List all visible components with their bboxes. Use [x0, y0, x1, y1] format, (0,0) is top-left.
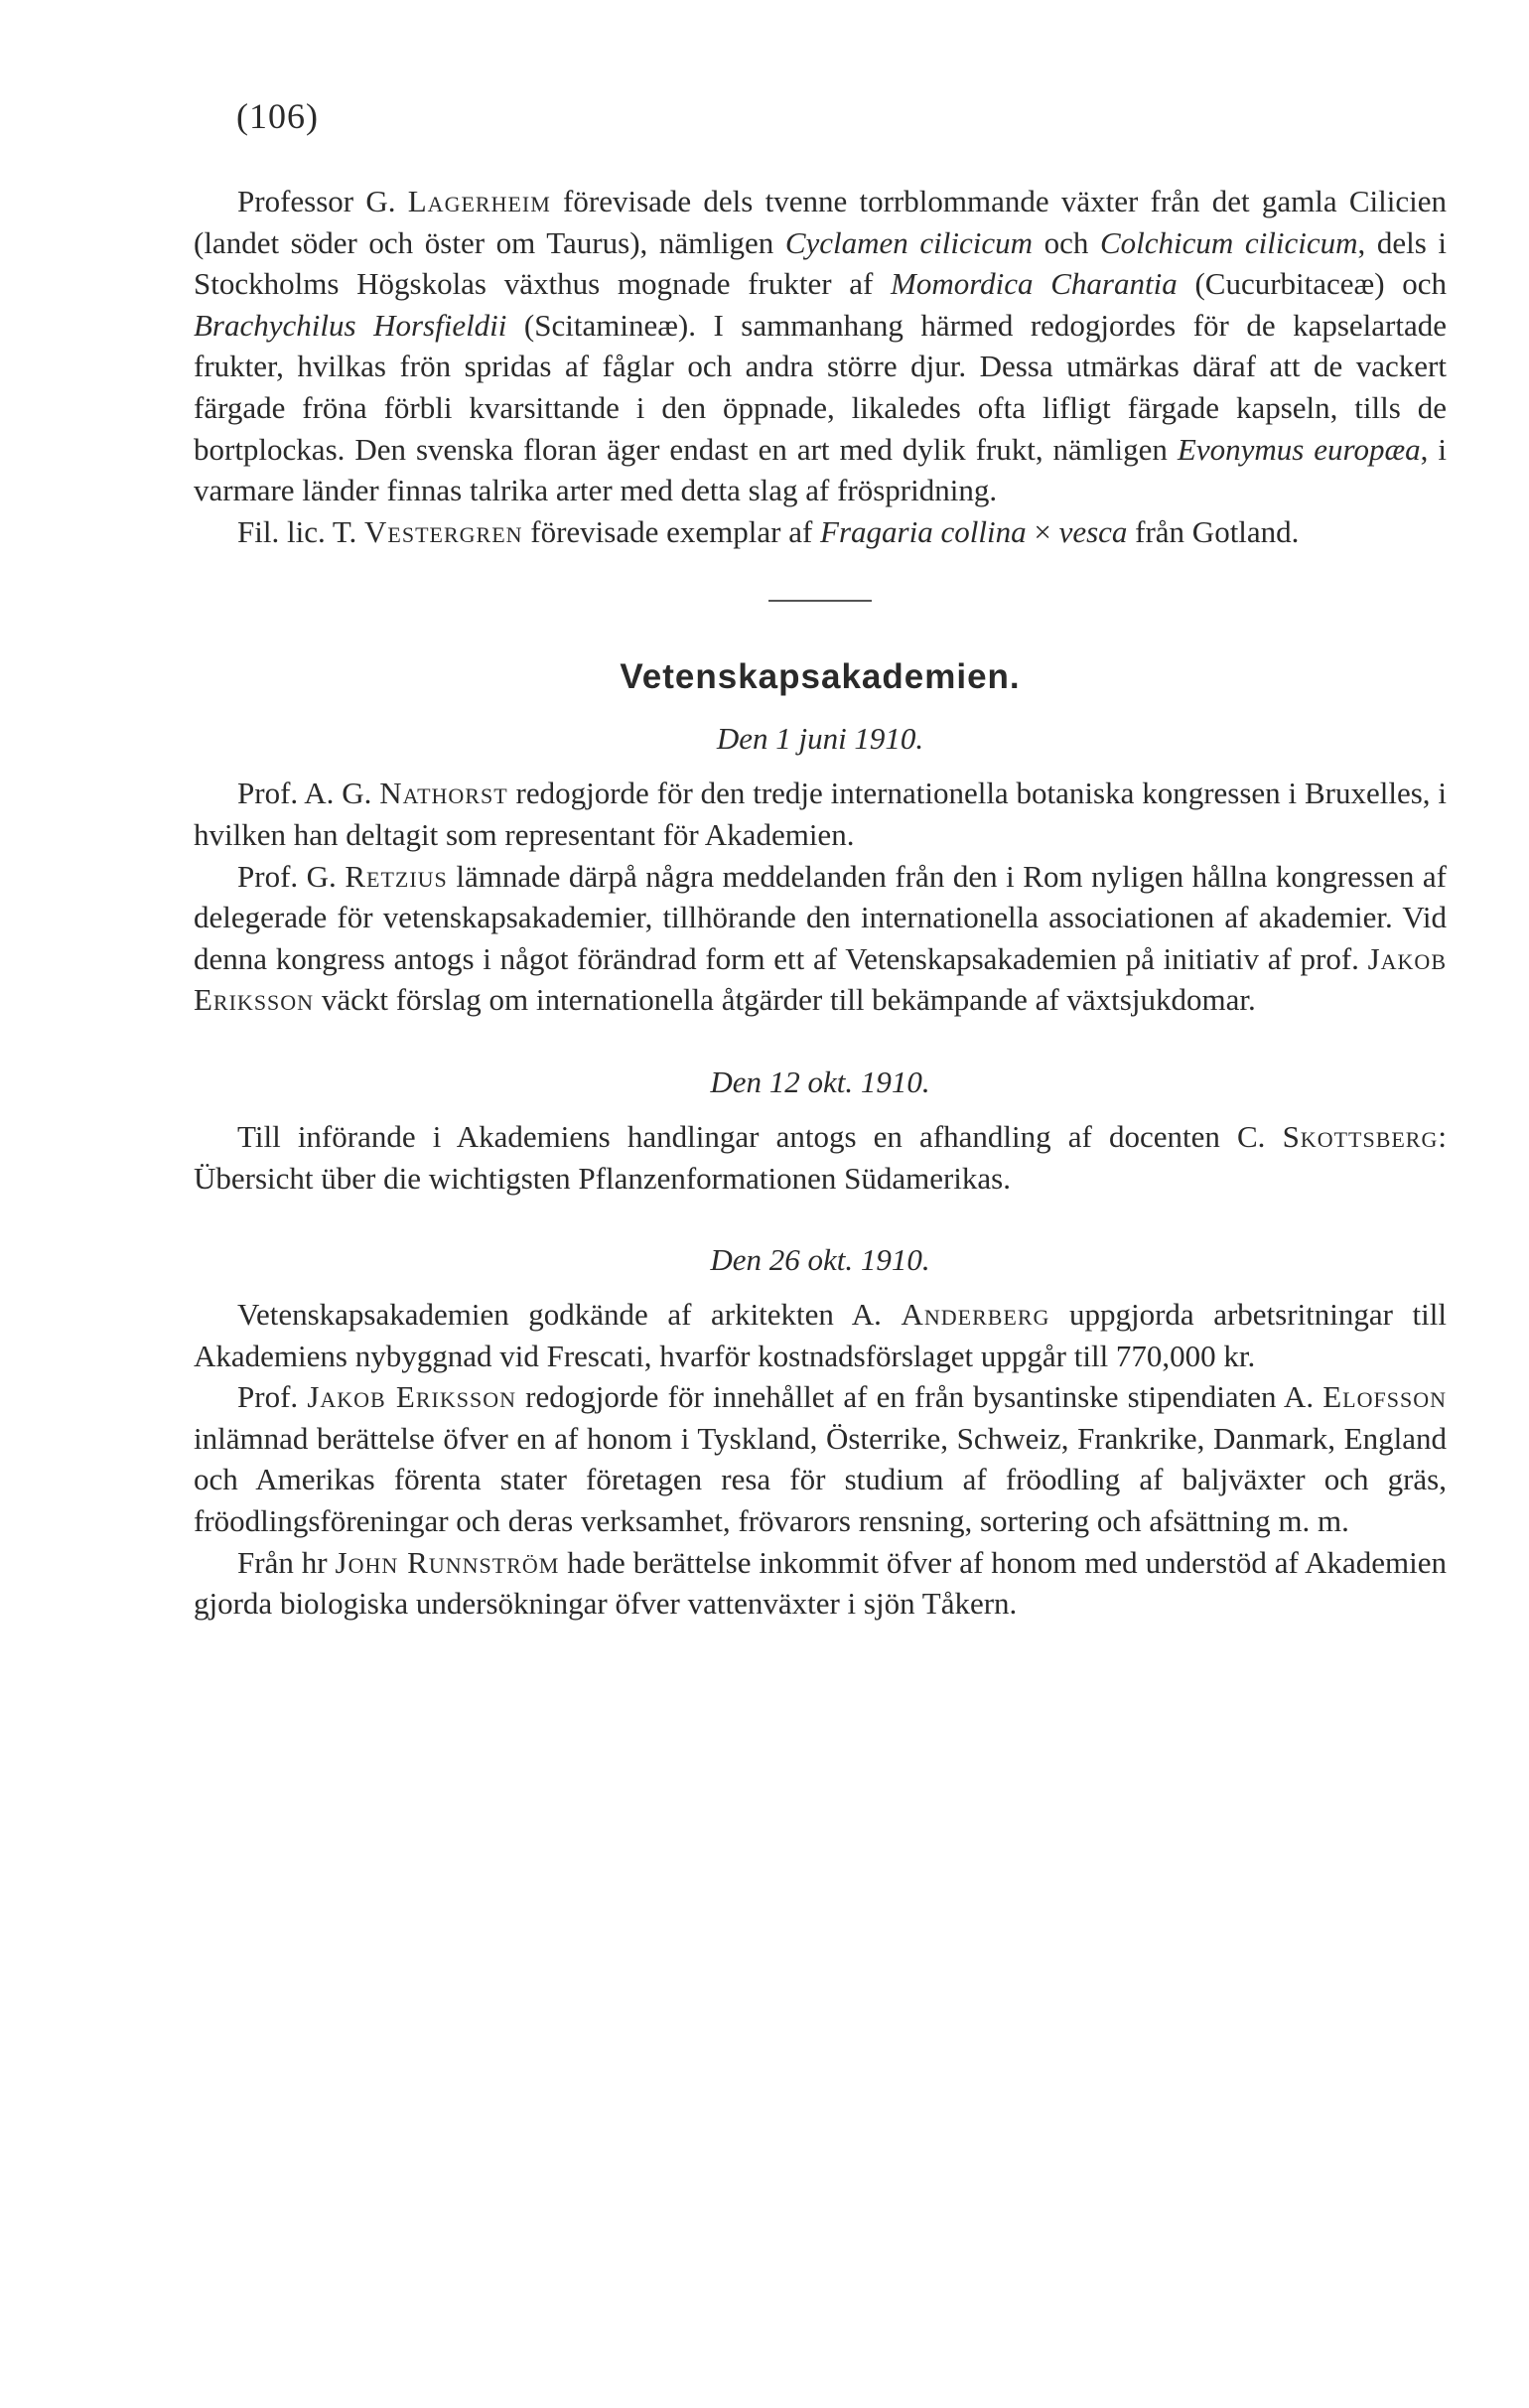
paragraph: Till införande i Akademiens handlingar antogs en afhandling af docenten C. Skottsberg: Übersicht über die wichtigsten Pflanzenformationen Südamerikas.: [194, 1118, 1447, 1196]
person-name: John Runnström: [335, 1544, 560, 1580]
paragraph: Från hr John Runnström hade berättelse inkommit öfver af honom med understöd af Akademien gjorda biologiska undersökningar öfver vattenväxter i sjön Tåkern.: [194, 1544, 1447, 1622]
person-name: Retzius: [345, 858, 448, 894]
paragraph: Professor G. Lagerheim förevisade dels tvenne torrblommande växter från det gamla Cilicien (landet söder och öster om Taurus), nämligen Cyclamen cilicicum och Colchicum cilicicum, dels i Stockholms Högskolas växthus mognade frukter af Momordica Charantia (Cucurbitaceæ) och Brachychilus Horsfieldii (Scitamineæ). I sammanhang härmed redogjordes för de kapselartade frukter, hvilkas frön spridas af fåglar och andra större djur. Dessa utmärkas däraf att de vackert färgade fröna förbli kvarsittande i den öppnade, likaledes ofta lifligt färgade kapseln, tills de bortplockas. Den svenska floran äger endast en art med dylik frukt, nämligen Evonymus europæa, i varmare länder finnas talrika arter med detta slag af fröspridning.: [194, 184, 1448, 508]
paragraph: Prof. A. G. Nathorst redogjorde för den tredje internationella botaniska kongressen i Bruxelles, i hvilken han deltagit som representant för Akademien.: [194, 776, 1447, 852]
section-divider: [768, 600, 872, 602]
person-name: Vestergren: [364, 513, 523, 549]
italic-term: Evonymus europæa: [1177, 431, 1421, 467]
person-name: Anderberg: [901, 1297, 1050, 1333]
italic-term: Fragaria collina: [820, 513, 1027, 549]
italic-term: Momordica Charantia: [891, 266, 1178, 302]
page-number: (106): [236, 96, 319, 136]
person-name: Lagerheim: [407, 184, 551, 218]
date-heading: Den 1 juni 1910.: [716, 721, 924, 757]
text-column: [194, 181, 1447, 1625]
person-name: Jakob Eriksson: [307, 1379, 516, 1415]
paragraph: Prof. G. Retzius lämnade därpå några meddelanden från den i Rom nyligen hållna kongressen af delegerade för vetenskapsakademier, tillhörande den internationella associationen af akademier. Vid denna kongress antogs i något förändrad form ett af Vetenskapsakademien på initiativ af prof. Jakob Eriksson väckt förslag om internationella åtgärder till bekämpande af växtsjukdomar.: [194, 858, 1447, 1018]
italic-term: Colchicum cilicicum: [1099, 224, 1358, 260]
paragraph: Fil. lic. T. Vestergren förevisade exemplar af Fragaria collina × vesca från Gotland.: [237, 513, 1300, 549]
paragraph: Vetenskapsakademien godkände af arkitekten A. Anderberg uppgjorda arbetsritningar till Akademiens nybyggnad vid Frescati, hvarför kostnadsförslaget uppgår till 770,000 kr.: [194, 1297, 1447, 1373]
person-name: Elofsson: [1322, 1379, 1447, 1415]
section-title: Vetenskapsakademien.: [620, 657, 1021, 697]
paragraph: Prof. Jakob Eriksson redogjorde för innehållet af en från bysantinske stipendiaten A. Elofsson inlämnad berättelse öfver en af honom i Tyskland, Österrike, Schweiz, Frankrike, Danmark, England och Amerikas förenta stater företagen resa för studium af fröodling af baljväxter och gräs, fröodlingsföreningar och deras verksamhet, frövarors rensning, sortering och afsättning m. m.: [194, 1379, 1447, 1539]
person-name: Jakob Eriksson: [194, 940, 1447, 1018]
person-name: Nathorst: [379, 776, 508, 811]
date-heading: Den 12 okt. 1910.: [710, 1063, 930, 1099]
italic-term: vesca: [1058, 513, 1128, 549]
italic-term: Brachychilus Horsfieldii: [194, 307, 507, 343]
italic-term: Cyclamen cilicicum: [784, 224, 1033, 260]
person-name: Skottsberg: [1282, 1118, 1439, 1154]
date-heading: Den 26 okt. 1910.: [710, 1242, 930, 1278]
